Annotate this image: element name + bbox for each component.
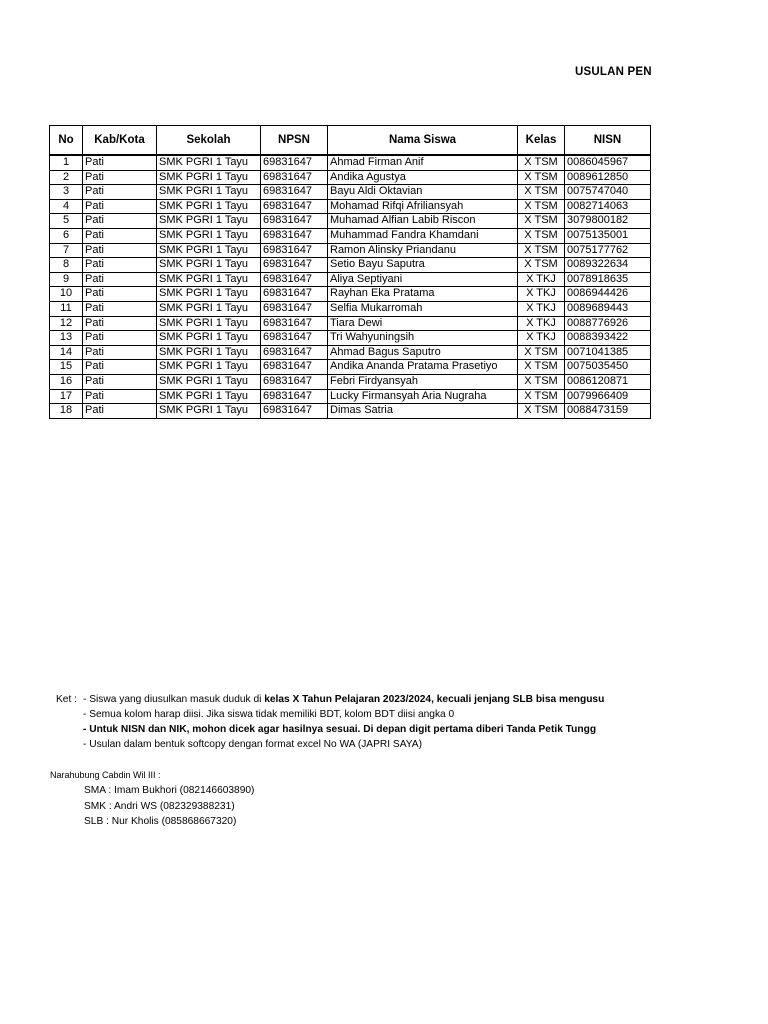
cell-kelas: X TKJ [518, 272, 565, 287]
cell-nama-siswa: Mohamad Rifqi Afriliansyah [328, 199, 518, 214]
cell-no: 4 [50, 199, 83, 214]
cell-kab-kota: Pati [83, 185, 157, 200]
cell-sekolah: SMK PGRI 1 Tayu [157, 316, 261, 331]
cell-kab-kota: Pati [83, 155, 157, 170]
cell-nama-siswa: Ramon Alinsky Priandanu [328, 243, 518, 258]
cell-no: 5 [50, 214, 83, 229]
cell-kelas: X TSM [518, 170, 565, 185]
notes-section [56, 692, 650, 752]
cell-kab-kota: Pati [83, 258, 157, 273]
cell-sekolah: SMK PGRI 1 Tayu [157, 243, 261, 258]
cell-no: 16 [50, 374, 83, 389]
cell-nisn: 0088473159 [565, 404, 651, 419]
cell-no: 3 [50, 185, 83, 200]
contact-smk: SMK : Andri WS (082329388231) [84, 800, 235, 812]
cell-nama-siswa: Rayhan Eka Pratama [328, 287, 518, 302]
cell-nisn: 0089612850 [565, 170, 651, 185]
cell-kab-kota: Pati [83, 214, 157, 229]
table-row [50, 404, 651, 419]
cell-kelas: X TSM [518, 155, 565, 170]
cell-npsn: 69831647 [261, 404, 328, 419]
cell-nisn: 0075135001 [565, 228, 651, 243]
cell-npsn: 69831647 [261, 360, 328, 375]
cell-npsn: 69831647 [261, 199, 328, 214]
cell-sekolah: SMK PGRI 1 Tayu [157, 170, 261, 185]
cell-sekolah: SMK PGRI 1 Tayu [157, 272, 261, 287]
cell-sekolah: SMK PGRI 1 Tayu [157, 389, 261, 404]
table-row [50, 199, 651, 214]
cell-nisn: 0088776926 [565, 316, 651, 331]
column-header-kelas: Kelas [518, 126, 565, 156]
column-header-nama-siswa: Nama Siswa [328, 126, 518, 156]
cell-nisn: 0086120871 [565, 374, 651, 389]
cell-kelas: X TSM [518, 214, 565, 229]
cell-npsn: 69831647 [261, 258, 328, 273]
cell-sekolah: SMK PGRI 1 Tayu [157, 214, 261, 229]
cell-no: 14 [50, 345, 83, 360]
cell-nama-siswa: Selfia Mukarromah [328, 301, 518, 316]
table-row [50, 214, 651, 229]
cell-nisn: 0075035450 [565, 360, 651, 375]
cell-kab-kota: Pati [83, 360, 157, 375]
table-row [50, 345, 651, 360]
column-header-npsn: NPSN [261, 126, 328, 156]
note-line-2: - Semua kolom harap diisi. Jika siswa tidak memiliki BDT, kolom BDT diisi angka 0 [83, 709, 455, 720]
cell-sekolah: SMK PGRI 1 Tayu [157, 345, 261, 360]
cell-npsn: 69831647 [261, 301, 328, 316]
table-row [50, 170, 651, 185]
table-row [50, 272, 651, 287]
cell-nama-siswa: Ahmad Bagus Saputro [328, 345, 518, 360]
table-row [50, 316, 651, 331]
cell-nisn: 0078918635 [565, 272, 651, 287]
cell-no: 9 [50, 272, 83, 287]
cell-no: 10 [50, 287, 83, 302]
cell-nama-siswa: Andika Ananda Pratama Prasetiyo [328, 360, 518, 375]
cell-no: 12 [50, 316, 83, 331]
cell-nisn: 0075747040 [565, 185, 651, 200]
cell-sekolah: SMK PGRI 1 Tayu [157, 287, 261, 302]
document-title: USULAN PEN [575, 66, 652, 78]
cell-sekolah: SMK PGRI 1 Tayu [157, 374, 261, 389]
cell-kab-kota: Pati [83, 272, 157, 287]
cell-kab-kota: Pati [83, 404, 157, 419]
cell-no: 1 [50, 155, 83, 170]
cell-nisn: 0086944426 [565, 287, 651, 302]
cell-nisn: 0088393422 [565, 331, 651, 346]
cell-nisn: 0089322634 [565, 258, 651, 273]
cell-nisn: 0089689443 [565, 301, 651, 316]
cell-no: 6 [50, 228, 83, 243]
cell-kab-kota: Pati [83, 301, 157, 316]
notes-label: Ket : [56, 694, 77, 705]
column-header-no: No [50, 126, 83, 156]
cell-nisn: 0075177762 [565, 243, 651, 258]
cell-no: 18 [50, 404, 83, 419]
table-row [50, 301, 651, 316]
cell-nama-siswa: Tri Wahyuningsih [328, 331, 518, 346]
cell-kelas: X TSM [518, 404, 565, 419]
cell-npsn: 69831647 [261, 185, 328, 200]
cell-npsn: 69831647 [261, 316, 328, 331]
cell-kelas: X TSM [518, 345, 565, 360]
cell-npsn: 69831647 [261, 331, 328, 346]
cell-kab-kota: Pati [83, 287, 157, 302]
column-header-sekolah: Sekolah [157, 126, 261, 156]
cell-no: 15 [50, 360, 83, 375]
cell-no: 7 [50, 243, 83, 258]
cell-kelas: X TSM [518, 258, 565, 273]
student-table [49, 125, 651, 419]
table-body [50, 155, 651, 418]
note-line-1 [83, 692, 604, 707]
cell-npsn: 69831647 [261, 374, 328, 389]
cell-kab-kota: Pati [83, 170, 157, 185]
contact-list [84, 783, 254, 830]
cell-kelas: X TKJ [518, 316, 565, 331]
cell-npsn: 69831647 [261, 155, 328, 170]
cell-no: 17 [50, 389, 83, 404]
table-row [50, 374, 651, 389]
cell-sekolah: SMK PGRI 1 Tayu [157, 228, 261, 243]
cell-sekolah: SMK PGRI 1 Tayu [157, 155, 261, 170]
table-row [50, 185, 651, 200]
table-row [50, 360, 651, 375]
cell-sekolah: SMK PGRI 1 Tayu [157, 185, 261, 200]
cell-npsn: 69831647 [261, 170, 328, 185]
cell-nisn: 0079966409 [565, 389, 651, 404]
note-line-1-plain: - Siswa yang diusulkan masuk duduk di [83, 694, 265, 705]
cell-sekolah: SMK PGRI 1 Tayu [157, 199, 261, 214]
note-line-1-bold: kelas X Tahun Pelajaran 2023/2024, kecuali jenjang SLB bisa mengusu [264, 694, 605, 705]
cell-kelas: X TSM [518, 374, 565, 389]
cell-npsn: 69831647 [261, 243, 328, 258]
cell-sekolah: SMK PGRI 1 Tayu [157, 404, 261, 419]
cell-kab-kota: Pati [83, 199, 157, 214]
cell-nama-siswa: Ahmad Firman Anif [328, 155, 518, 170]
table-row [50, 228, 651, 243]
contact-heading: Narahubung Cabdin Wil III : [50, 770, 161, 780]
table-header-row [50, 126, 651, 156]
cell-no: 2 [50, 170, 83, 185]
note-line-3: - Untuk NISN dan NIK, mohon dicek agar hasilnya sesuai. Di depan digit pertama diberi Tanda Petik Tungg [83, 724, 597, 735]
cell-npsn: 69831647 [261, 272, 328, 287]
cell-kab-kota: Pati [83, 345, 157, 360]
cell-kelas: X TSM [518, 243, 565, 258]
table-row [50, 331, 651, 346]
table-row [50, 287, 651, 302]
cell-kab-kota: Pati [83, 316, 157, 331]
cell-nama-siswa: Dimas Satria [328, 404, 518, 419]
cell-nisn: 0082714063 [565, 199, 651, 214]
note-line-4: - Usulan dalam bentuk softcopy dengan format excel No WA (JAPRI SAYA) [83, 739, 422, 750]
cell-nama-siswa: Andika Agustya [328, 170, 518, 185]
table-row [50, 243, 651, 258]
cell-kab-kota: Pati [83, 331, 157, 346]
cell-nama-siswa: Muhamad Alfian Labib Riscon [328, 214, 518, 229]
cell-kab-kota: Pati [83, 243, 157, 258]
cell-nama-siswa: Tiara Dewi [328, 316, 518, 331]
table-row [50, 389, 651, 404]
cell-sekolah: SMK PGRI 1 Tayu [157, 331, 261, 346]
cell-npsn: 69831647 [261, 228, 328, 243]
table-row [50, 258, 651, 273]
cell-nama-siswa: Setio Bayu Saputra [328, 258, 518, 273]
cell-nama-siswa: Aliya Septiyani [328, 272, 518, 287]
cell-npsn: 69831647 [261, 287, 328, 302]
cell-kelas: X TKJ [518, 331, 565, 346]
cell-sekolah: SMK PGRI 1 Tayu [157, 301, 261, 316]
cell-nisn: 0071041385 [565, 345, 651, 360]
cell-no: 13 [50, 331, 83, 346]
cell-sekolah: SMK PGRI 1 Tayu [157, 258, 261, 273]
cell-kab-kota: Pati [83, 228, 157, 243]
cell-no: 8 [50, 258, 83, 273]
cell-nama-siswa: Muhammad Fandra Khamdani [328, 228, 518, 243]
contact-sma: SMA : Imam Bukhori (082146603890) [84, 785, 255, 796]
contact-slb: SLB : Nur Kholis (085868667320) [84, 816, 237, 827]
cell-kelas: X TSM [518, 360, 565, 375]
cell-nama-siswa: Febri Firdyansyah [328, 374, 518, 389]
cell-npsn: 69831647 [261, 389, 328, 404]
column-header-kab-kota: Kab/Kota [83, 126, 157, 156]
cell-kelas: X TKJ [518, 301, 565, 316]
cell-nisn: 0086045967 [565, 155, 651, 170]
cell-nama-siswa: Bayu Aldi Oktavian [328, 185, 518, 200]
cell-kelas: X TSM [518, 228, 565, 243]
cell-kelas: X TKJ [518, 287, 565, 302]
cell-kab-kota: Pati [83, 374, 157, 389]
cell-kelas: X TSM [518, 389, 565, 404]
column-header-nisn: NISN [565, 126, 651, 156]
cell-no: 11 [50, 301, 83, 316]
cell-kelas: X TSM [518, 199, 565, 214]
cell-sekolah: SMK PGRI 1 Tayu [157, 360, 261, 375]
cell-nama-siswa: Lucky Firmansyah Aria Nugraha [328, 389, 518, 404]
cell-nisn: 3079800182 [565, 214, 651, 229]
cell-kab-kota: Pati [83, 389, 157, 404]
table-row [50, 155, 651, 170]
cell-npsn: 69831647 [261, 345, 328, 360]
cell-npsn: 69831647 [261, 214, 328, 229]
cell-kelas: X TSM [518, 185, 565, 200]
